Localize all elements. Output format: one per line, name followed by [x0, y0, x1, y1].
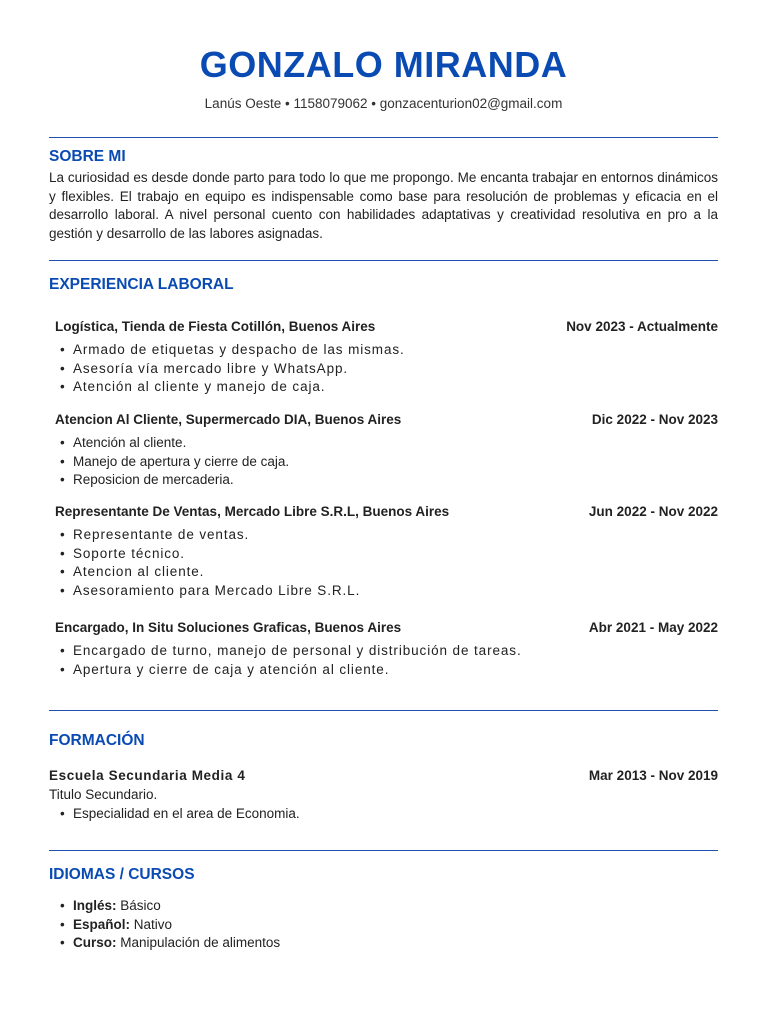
list-item: • Asesoría vía mercado libre y WhatsApp.: [73, 360, 718, 379]
bullet-icon: •: [60, 898, 65, 913]
bullet-icon: •: [60, 545, 66, 561]
bullet-icon: •: [60, 472, 65, 487]
section-divider: [49, 137, 718, 138]
about-text: La curiosidad es desde donde parto para todo lo que me propongo. Me encanta trabajar en entornos dinámicos y flexibles. El trabajo en equipo es indispensable como base para resolución de problemas y eficacia en el desarrollo laboral. A nivel personal cuento con habilidades adaptativas y creatividad resolutiva en pro a la gestión y desarrollo de las labores asignadas.: [49, 170, 718, 241]
bullet-icon: •: [60, 435, 65, 450]
list-item: • Atencion al cliente.: [73, 563, 718, 582]
list-item: • Representante de ventas.: [73, 526, 718, 545]
job-title: Representante De Ventas, Mercado Libre S.R.L, Buenos Aires: [55, 504, 450, 519]
language-label: Español:: [73, 916, 131, 932]
bullet-icon: •: [60, 564, 66, 579]
education-header: [49, 768, 718, 786]
list-item: [60, 916, 718, 935]
contact-line: Lanús Oeste • 1158079062 • gonzacenturion02@gmail.com: [204, 96, 563, 111]
candidate-name: GONZALO MIRANDA: [199, 44, 568, 85]
section-divider: [49, 710, 718, 711]
job-dates: Jun 2022 - Nov 2022: [588, 504, 718, 519]
job-entry: [49, 412, 718, 490]
bullet-icon: •: [60, 453, 65, 469]
bullet-icon: •: [60, 342, 66, 357]
language-value: Nativo: [133, 916, 173, 932]
section-divider: [49, 260, 718, 261]
bullet-icon: •: [60, 360, 66, 376]
list-item: • Reposicion de mercaderia.: [73, 471, 718, 490]
list-item: • Soporte técnico.: [73, 545, 718, 564]
bullet-icon: •: [60, 643, 66, 658]
list-item: • Apertura y cierre de caja y atención al cliente.: [73, 661, 718, 680]
job-header: [49, 412, 718, 430]
job-duties: [49, 526, 718, 600]
section-divider: [49, 850, 718, 851]
list-item: • Armado de etiquetas y despacho de las mismas.: [73, 341, 718, 360]
job-header: [49, 504, 718, 522]
bullet-icon: •: [60, 916, 65, 932]
bullet-icon: •: [60, 527, 66, 542]
list-item: [60, 934, 718, 953]
list-item: [60, 897, 718, 916]
list-item: • Manejo de apertura y cierre de caja.: [73, 453, 718, 472]
bullet-icon: •: [60, 582, 66, 598]
job-header: [49, 620, 718, 638]
bullet-icon: •: [60, 379, 66, 394]
language-value: Básico: [120, 898, 161, 913]
job-dates: Dic 2022 - Nov 2023: [591, 412, 718, 427]
section-title-education: FORMACIÓN: [49, 732, 145, 749]
list-item: • Asesoramiento para Mercado Libre S.R.L.: [73, 582, 718, 601]
language-label: Inglés:: [73, 898, 117, 913]
bullet-icon: •: [60, 661, 66, 677]
course-label: Curso:: [73, 935, 117, 950]
job-entry: [49, 620, 718, 679]
job-entry: [49, 319, 718, 397]
list-item: • Atención al cliente y manejo de caja.: [73, 378, 718, 397]
job-header: [49, 319, 718, 337]
job-duties: [49, 642, 718, 679]
school-name: Escuela Secundaria Media 4: [49, 768, 246, 783]
languages-items: [49, 897, 718, 953]
languages-list: [49, 897, 718, 953]
job-title: Encargado, In Situ Soluciones Graficas, Buenos Aires: [55, 620, 402, 635]
section-title-languages: IDIOMAS / CURSOS: [49, 866, 195, 883]
section-title-experience: EXPERIENCIA LABORAL: [49, 276, 234, 293]
job-duties: [49, 434, 718, 490]
bullet-icon: •: [60, 805, 65, 821]
education-entry: [49, 768, 718, 823]
job-duties: [49, 341, 718, 397]
education-dates: Mar 2013 - Nov 2019: [588, 768, 718, 783]
education-details: [49, 805, 718, 824]
job-entry: [49, 504, 718, 600]
list-item: • Atención al cliente.: [73, 434, 718, 453]
job-dates: Abr 2021 - May 2022: [588, 620, 718, 635]
course-value: Manipulación de alimentos: [120, 935, 281, 950]
section-title-about: SOBRE MI: [49, 148, 126, 165]
job-title: Atencion Al Cliente, Supermercado DIA, Buenos Aires: [55, 412, 402, 427]
bullet-icon: •: [60, 935, 65, 950]
job-dates: Nov 2023 - Actualmente: [566, 319, 718, 334]
resume-page: [49, 0, 718, 1024]
list-item: • Especialidad en el area de Economia.: [73, 805, 718, 824]
job-title: Logística, Tienda de Fiesta Cotillón, Buenos Aires: [55, 319, 376, 334]
degree-name: Titulo Secundario.: [49, 787, 158, 802]
list-item: • Encargado de turno, manejo de personal y distribución de tareas.: [73, 642, 718, 661]
